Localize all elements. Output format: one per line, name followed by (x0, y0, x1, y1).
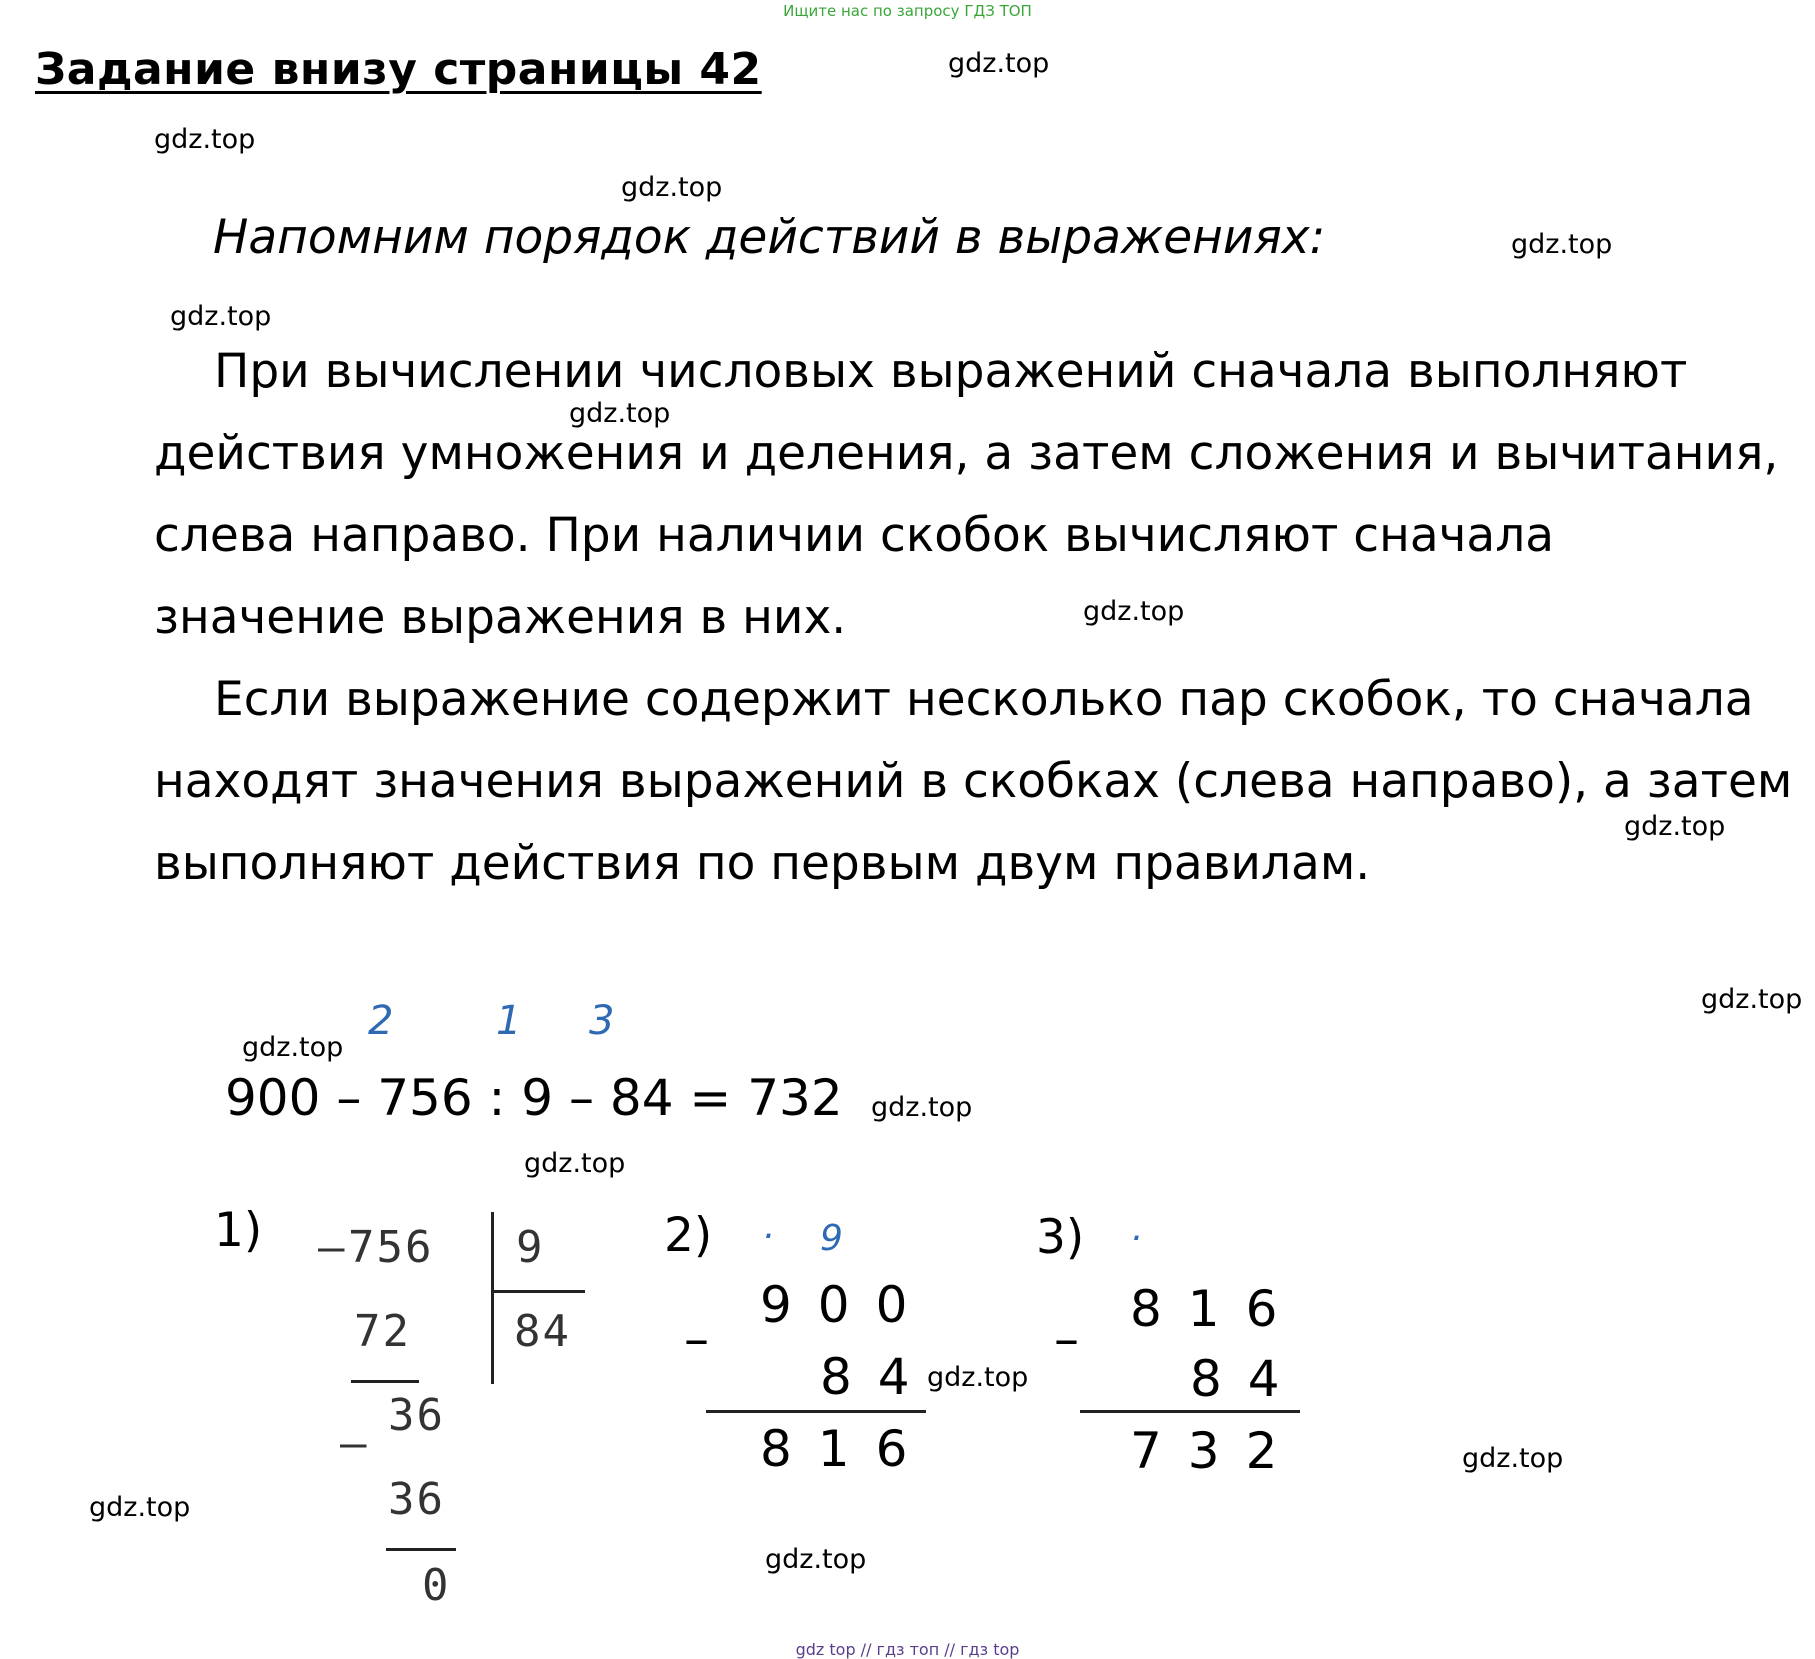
watermark: gdz.top (1624, 811, 1726, 842)
order-mark: 3 (589, 998, 615, 1044)
rules-text (154, 331, 1794, 905)
divisor: 9 (516, 1222, 545, 1273)
watermark: gdz.top (242, 1032, 344, 1063)
borrow-dot: · (1130, 1218, 1142, 1259)
watermark: gdz.top (871, 1092, 973, 1123)
borrow-digit: 9 (820, 1218, 843, 1259)
step-label: 2) (664, 1208, 713, 1263)
top-banner: Ищите нас по запросу ГДЗ ТОП (783, 2, 1032, 20)
division-horizontal-line (493, 1290, 585, 1293)
order-mark: 2 (368, 998, 394, 1044)
watermark: gdz.top (1083, 596, 1185, 627)
borrow-dot: · (762, 1216, 774, 1257)
subtraction-minus: – (1054, 1310, 1079, 1368)
final-remainder: 0 (422, 1560, 451, 1611)
partial-line (351, 1380, 419, 1383)
subtrahend: 84 (820, 1348, 936, 1406)
subtrahend: 84 (1190, 1350, 1306, 1408)
watermark: gdz.top (170, 301, 272, 332)
watermark: gdz.top (621, 172, 723, 203)
watermark: gdz.top (524, 1148, 626, 1179)
dividend: 756 (348, 1222, 434, 1273)
division-vertical-line (491, 1212, 494, 1384)
watermark: gdz.top (89, 1492, 191, 1523)
watermark: gdz.top (765, 1544, 867, 1575)
subtraction-line (1080, 1410, 1300, 1413)
division-minus: – (340, 1418, 369, 1469)
watermark: gdz.top (1511, 229, 1613, 260)
minuend: 900 (760, 1276, 934, 1334)
step-label: 1) (214, 1203, 263, 1258)
order-mark: 1 (496, 998, 522, 1044)
difference: 732 (1130, 1422, 1304, 1480)
rule-paragraph: При вычислении числовых выражений сначала выполняют действия умножения и деления, а затем сложения и вычитания, слева направо. При наличии скобок вычисляют сначала значение выражения в них. (154, 344, 1779, 645)
watermark: gdz.top (1701, 984, 1803, 1015)
partial-subtrahend: 72 (354, 1306, 411, 1357)
difference: 816 (760, 1420, 934, 1478)
subtraction-line (706, 1410, 926, 1413)
subtraction-minus: – (684, 1310, 709, 1368)
watermark: gdz.top (948, 48, 1050, 79)
partial-remainder: 36 (388, 1390, 445, 1441)
partial-subtrahend: 36 (388, 1474, 445, 1525)
quotient: 84 (514, 1306, 571, 1357)
step-label: 3) (1036, 1210, 1085, 1265)
rule-paragraph: Если выражение содержит несколько пар скобок, то сначала находят значения выражений в скобках (слева направо), а затем выполняют действия по первым двум правилам. (154, 672, 1793, 891)
watermark: gdz.top (927, 1362, 1029, 1393)
watermark: gdz.top (1462, 1443, 1564, 1474)
subtitle: Напомним порядок действий в выражениях: (213, 210, 1326, 265)
minuend: 816 (1130, 1280, 1304, 1338)
watermark: gdz.top (154, 124, 256, 155)
partial-line (386, 1548, 456, 1551)
division-minus: – (318, 1222, 347, 1273)
page-title: Задание внизу страницы 42 (35, 44, 762, 95)
watermark: gdz.top (569, 398, 671, 429)
expression: 900 – 756 : 9 – 84 = 732 (225, 1069, 843, 1127)
footer-watermark: gdz top // гдз топ // гдз top (795, 1640, 1020, 1659)
